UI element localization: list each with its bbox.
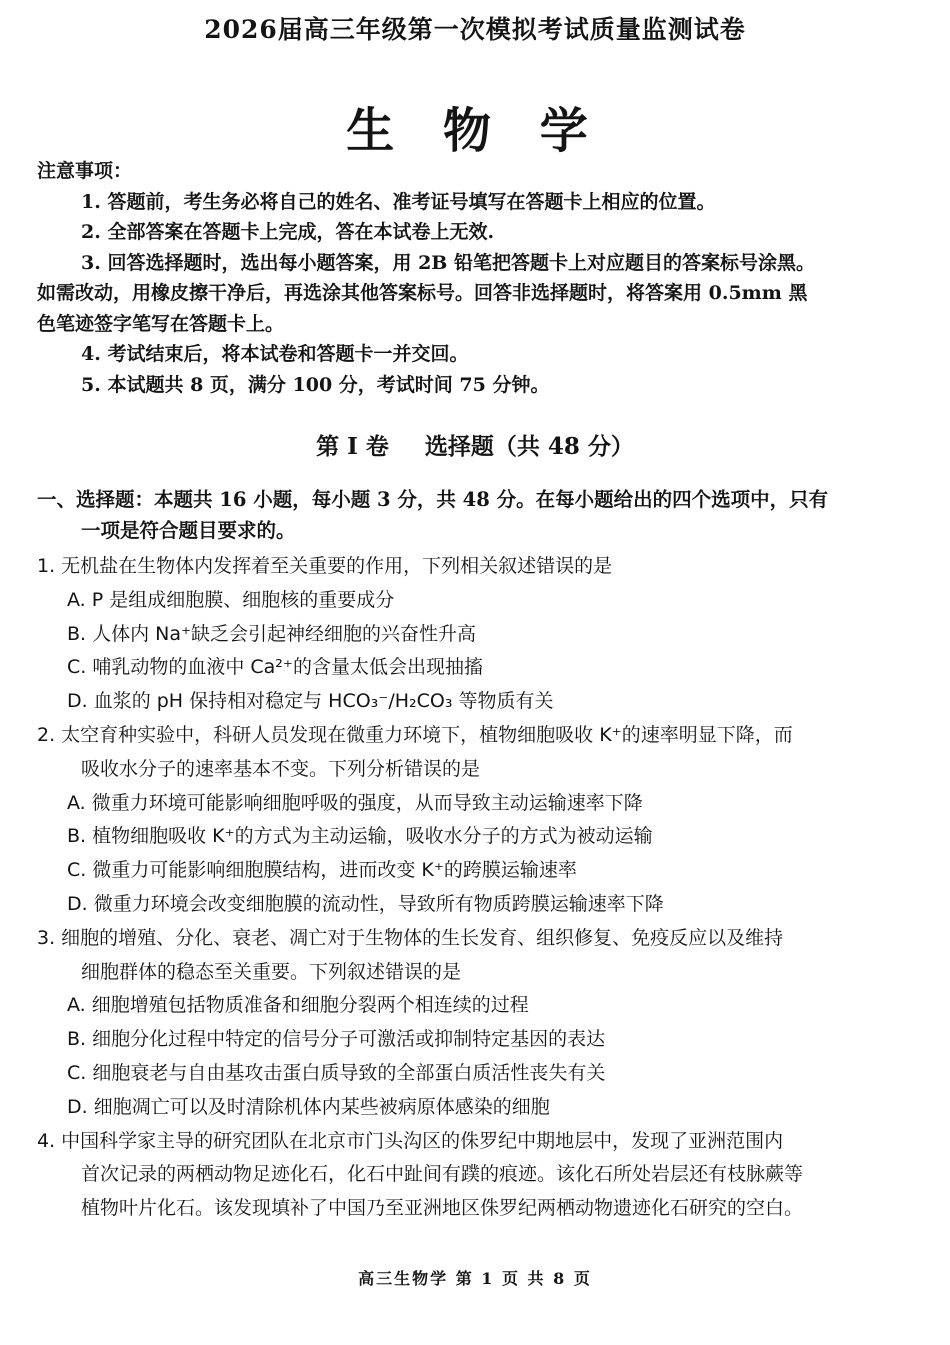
question-option: A. 微重力环境可能影响细胞呼吸的强度，从而导致主动运输速率下降 bbox=[67, 791, 643, 814]
note-item-continuation: 如需改动，用橡皮擦干净后，再选涂其他答案标号。回答非选择题时，将答案用 0.5mm 黑 bbox=[37, 282, 808, 304]
section-heading: 选择题（共 48 分） bbox=[424, 433, 634, 460]
question-stem: 2. 太空育种实验中，科研人员发现在微重力环境下，植物细胞吸收 K⁺的速率明显下降，而 bbox=[37, 723, 793, 746]
note-item: 3. 回答选择题时，选出每小题答案，用 2B 铅笔把答题卡上对应题目的答案标号涂黑。 bbox=[81, 251, 815, 274]
question-stem-continuation: 吸收水分子的速率基本不变。下列分析错误的是 bbox=[81, 757, 481, 780]
notes-section bbox=[37, 156, 915, 400]
section-instructions bbox=[37, 484, 917, 546]
instructions-line: 一项是符合题目要求的。 bbox=[81, 519, 296, 542]
question-stem: 3. 细胞的增殖、分化、衰老、凋亡对于生物体的生长发育、组织修复、免疫反应以及维持 bbox=[37, 926, 784, 949]
question-option: A. 细胞增殖包括物质准备和细胞分裂两个相连续的过程 bbox=[67, 994, 529, 1017]
note-item: 2. 全部答案在答题卡上完成，答在本试卷上无效. bbox=[81, 221, 495, 243]
question-stem-continuation: 首次记录的两栖动物足迹化石，化石中趾间有蹼的痕迹。该化石所处岩层还有枝脉蕨等 bbox=[81, 1163, 804, 1186]
note-item: 4. 考试结束后，将本试卷和答题卡一并交回。 bbox=[81, 343, 469, 365]
question-stem-continuation: 植物叶片化石。该发现填补了中国乃至亚洲地区侏罗纪两栖动物遗迹化石研究的空白。 bbox=[81, 1197, 804, 1220]
question-1 bbox=[37, 550, 917, 719]
notes-heading: 注意事项： bbox=[37, 160, 133, 182]
exam-title: 2026届高三年级第一次模拟考试质量监测试卷 bbox=[204, 15, 746, 44]
note-item: 5. 本试题共 8 页，满分 100 分，考试时间 75 分钟。 bbox=[81, 373, 550, 396]
question-option: C. 细胞衰老与自由基攻击蛋白质导致的全部蛋白质活性丧失有关 bbox=[67, 1061, 606, 1084]
question-stem-continuation: 细胞群体的稳态至关重要。下列叙述错误的是 bbox=[81, 960, 462, 983]
question-list bbox=[37, 550, 917, 1226]
question-3 bbox=[37, 922, 917, 1125]
question-option: D. 细胞凋亡可以及时清除机体内某些被病原体感染的细胞 bbox=[67, 1095, 550, 1118]
question-stem: 1. 无机盐在生物体内发挥着至关重要的作用，下列相关叙述错误的是 bbox=[37, 555, 613, 577]
page-footer: 高三生物学 第 1 页 共 8 页 bbox=[358, 1269, 592, 1288]
section-part: 第 I 卷 bbox=[316, 433, 389, 460]
question-2 bbox=[37, 719, 917, 922]
question-stem: 4. 中国科学家主导的研究团队在北京市门头沟区的侏罗纪中期地层中，发现了亚洲范围内 bbox=[37, 1129, 784, 1152]
subject-title: 生 物 学 bbox=[346, 103, 604, 159]
question-option: D. 血浆的 pH 保持相对稳定与 HCO₃⁻/H₂CO₃ 等物质有关 bbox=[67, 690, 554, 713]
question-4 bbox=[37, 1125, 917, 1226]
section-title bbox=[0, 428, 950, 461]
instructions-line: 一、选择题：本题共 16 小题，每小题 3 分，共 48 分。在每小题给出的四个选项中，只有 bbox=[37, 488, 829, 511]
question-option: B. 植物细胞吸收 K⁺的方式为主动运输，吸收水分子的方式为被动运输 bbox=[67, 825, 653, 848]
note-item: 1. 答题前，考生务必将自己的姓名、准考证号填写在答题卡上相应的位置。 bbox=[81, 190, 716, 213]
question-option: A. P 是组成细胞膜、细胞核的重要成分 bbox=[67, 588, 395, 611]
question-option: B. 人体内 Na⁺缺乏会引起神经细胞的兴奋性升高 bbox=[67, 622, 477, 645]
question-option: B. 细胞分化过程中特定的信号分子可激活或抑制特定基因的表达 bbox=[67, 1028, 606, 1051]
question-option: D. 微重力环境会改变细胞膜的流动性，导致所有物质跨膜运输速率下降 bbox=[67, 892, 664, 915]
note-item-continuation: 色笔迹签字笔写在答题卡上。 bbox=[37, 312, 285, 335]
question-option: C. 微重力可能影响细胞膜结构，进而改变 K⁺的跨膜运输速率 bbox=[67, 859, 577, 882]
question-option: C. 哺乳动物的血液中 Ca²⁺的含量太低会出现抽搐 bbox=[67, 656, 483, 679]
